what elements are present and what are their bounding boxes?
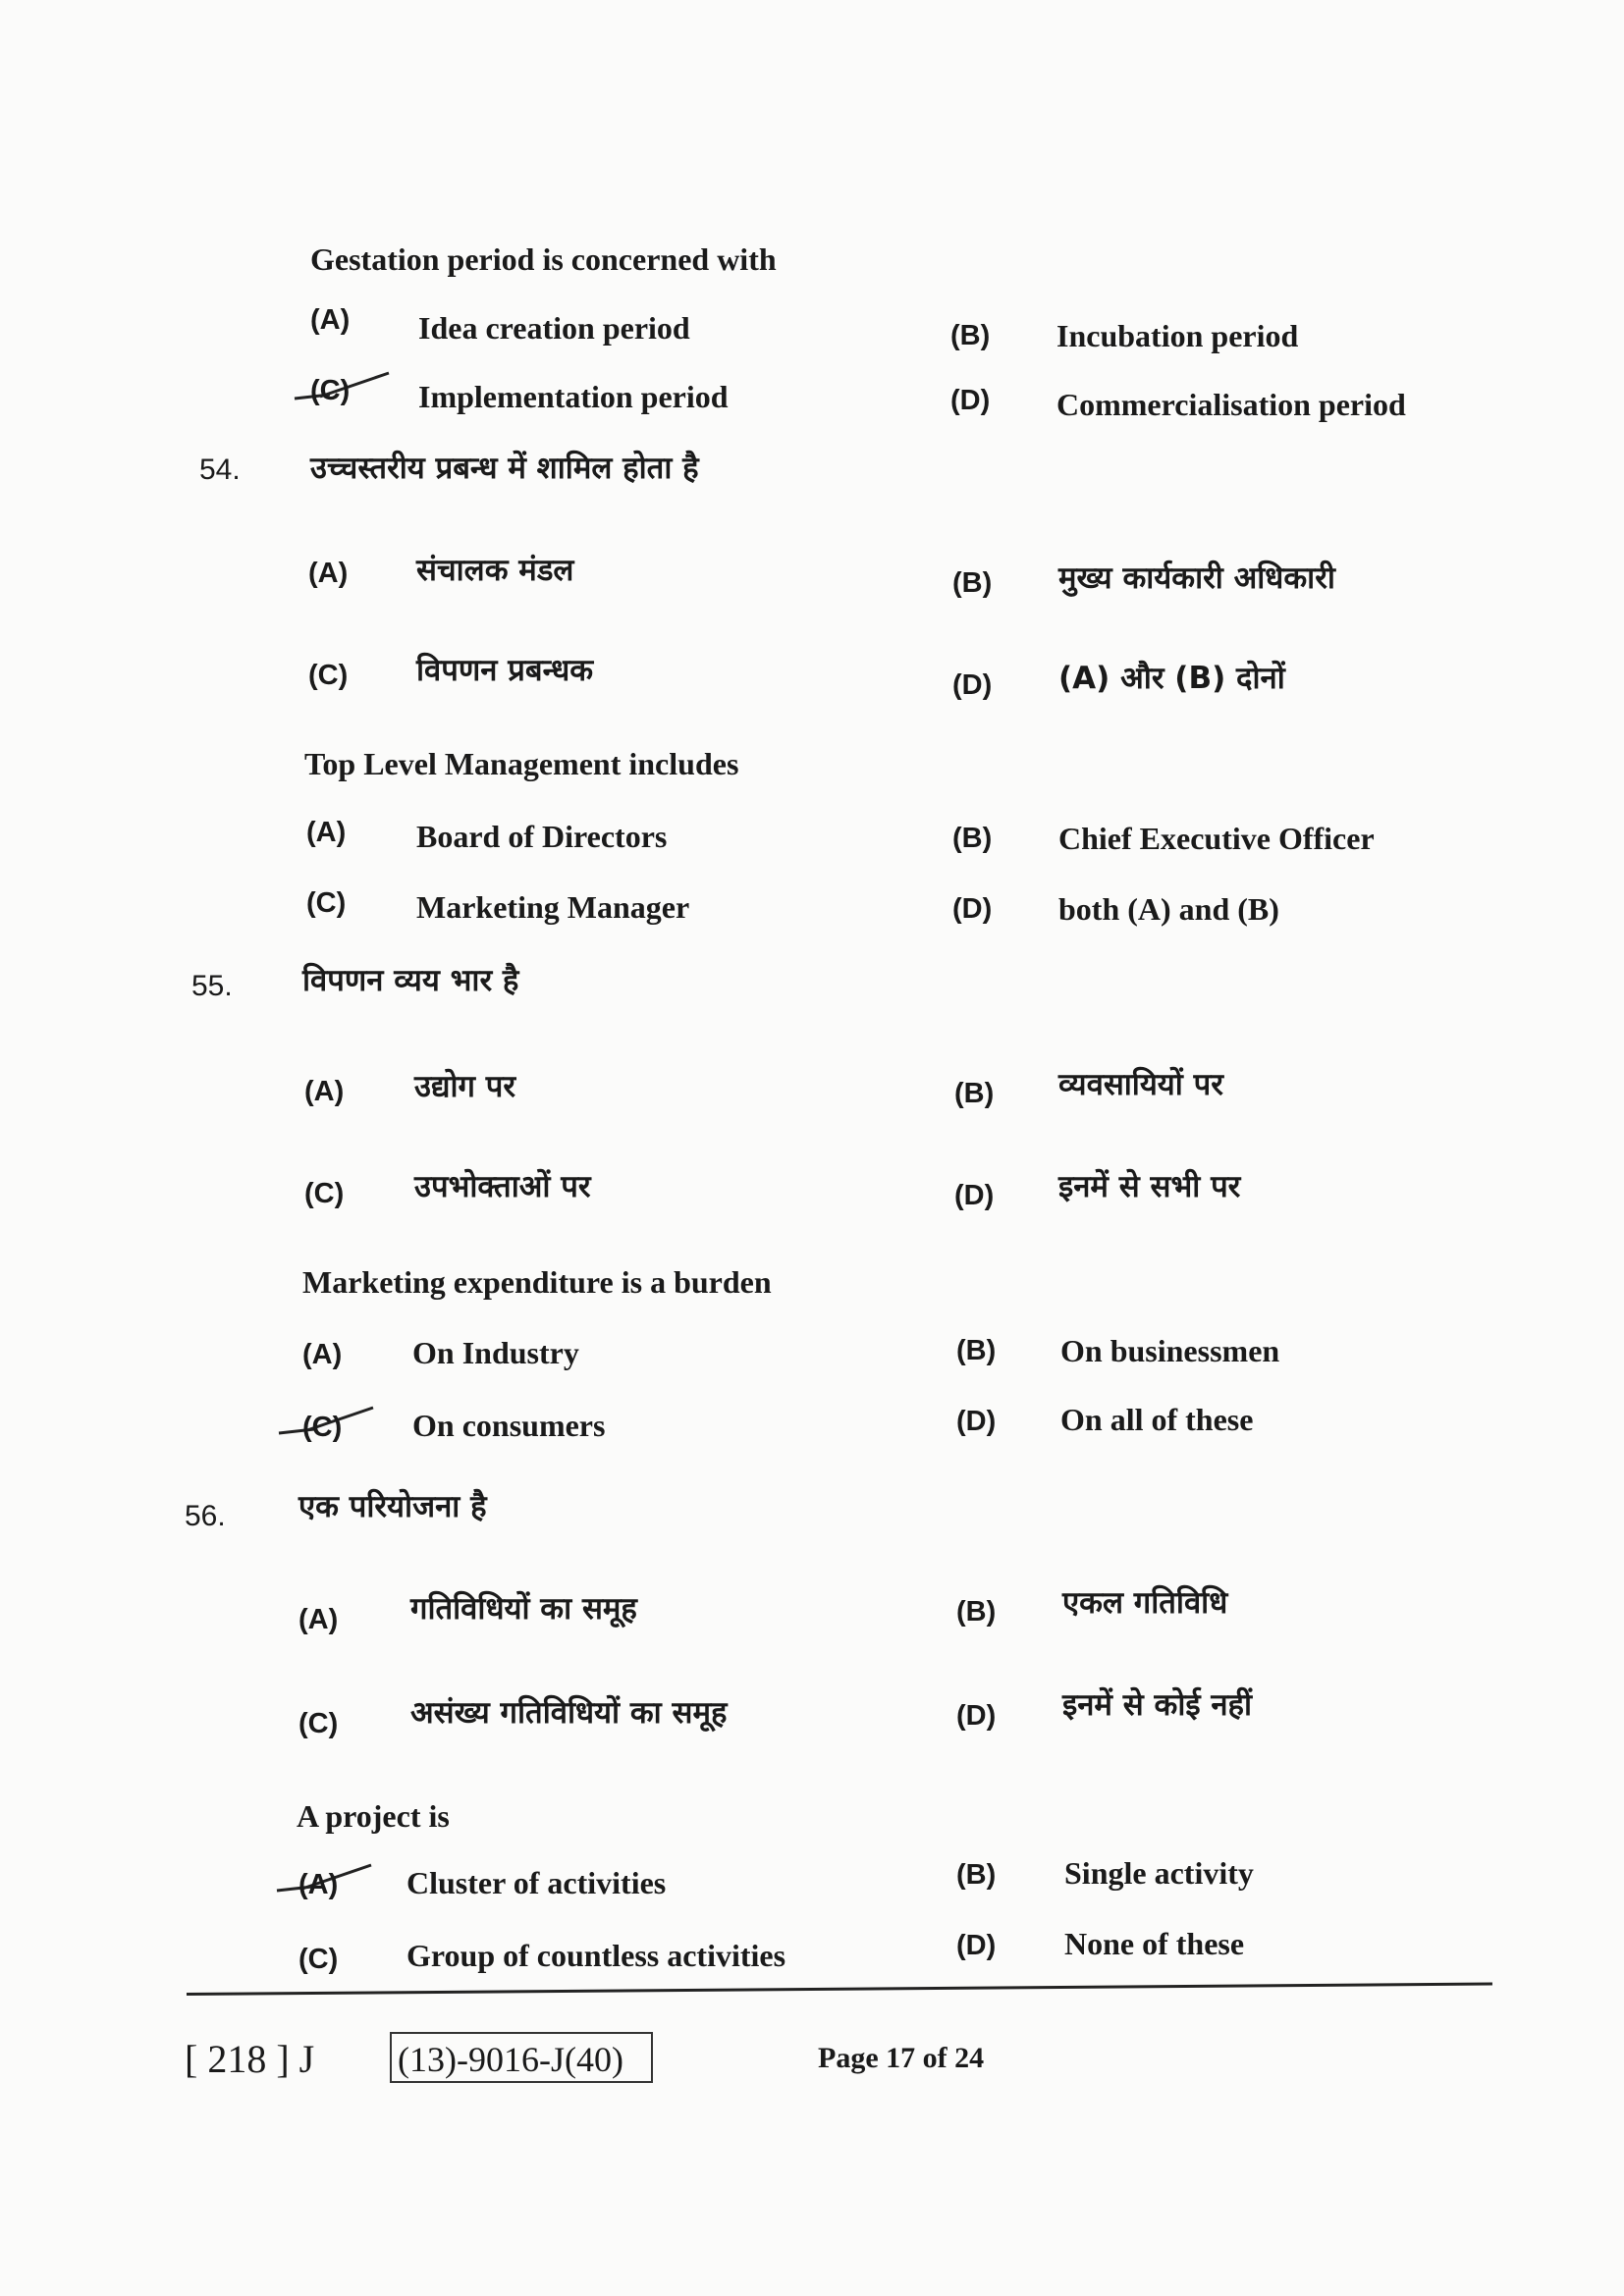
option-d-hindi: इनमें से कोई नहीं (1062, 1687, 1253, 1723)
option-c: Marketing Manager (416, 889, 690, 925)
option-c: Group of countless activities (406, 1938, 786, 1973)
option-c: On consumers (412, 1408, 606, 1443)
footer-divider (187, 1983, 1492, 1996)
option-label-a: (A) (298, 1869, 339, 1900)
option-c-hindi: विपणन प्रबन्धक (416, 653, 594, 688)
option-label-b: (B) (954, 1078, 995, 1109)
option-label-c: (C) (310, 375, 351, 406)
option-label-a: (A) (306, 817, 347, 848)
question-54-english: Top Level Management includes (304, 746, 739, 781)
option-c-hindi: उपभोक्ताओं पर (414, 1169, 591, 1204)
question-53-english: Gestation period is concerned with (310, 241, 777, 277)
question-56-hindi: एक परियोजना है (298, 1489, 487, 1524)
option-a: Board of Directors (416, 819, 668, 854)
option-a-hindi: गतिविधियों का समूह (410, 1591, 637, 1627)
option-b: Chief Executive Officer (1058, 821, 1375, 856)
option-label-d: (D) (954, 1180, 995, 1211)
option-label-a: (A) (308, 558, 349, 589)
option-label-b: (B) (952, 567, 993, 599)
option-label-c: (C) (308, 660, 349, 691)
option-label-a: (A) (298, 1604, 339, 1635)
option-label-b: (B) (952, 823, 993, 854)
footer-code: [ 218 ] J (185, 2037, 315, 2081)
option-label-c: (C) (306, 887, 347, 919)
option-d: On all of these (1060, 1402, 1254, 1437)
option-b: Single activity (1064, 1855, 1254, 1891)
option-label-d: (D) (956, 1406, 997, 1437)
option-label-d: (D) (952, 669, 993, 701)
option-b-hindi: एकल गतिविधि (1062, 1585, 1228, 1621)
option-label-b: (B) (956, 1859, 997, 1891)
option-label-b: (B) (950, 320, 991, 351)
option-a-hindi: उद्योग पर (414, 1069, 516, 1104)
question-55-hindi: विपणन व्यय भार है (302, 963, 519, 998)
option-b-hindi: मुख्य कार्यकारी अधिकारी (1058, 561, 1335, 596)
option-label-a: (A) (302, 1339, 343, 1370)
paper-code: (13)-9016-J(40) (390, 2032, 653, 2083)
option-d-hindi: इनमें से सभी पर (1058, 1169, 1241, 1204)
option-a: Idea creation period (418, 310, 690, 346)
option-label-d: (D) (950, 385, 991, 416)
question-56-english: A project is (297, 1798, 450, 1834)
option-label-a: (A) (310, 304, 351, 336)
option-label-d: (D) (956, 1700, 997, 1732)
option-c-hindi: असंख्य गतिविधियों का समूह (410, 1695, 728, 1731)
option-a: Cluster of activities (406, 1865, 667, 1900)
option-d: both (A) and (B) (1058, 891, 1279, 927)
option-label-d: (D) (952, 893, 993, 925)
option-label-b: (B) (956, 1596, 997, 1628)
question-number: 56. (185, 1500, 226, 1532)
option-label-b: (B) (956, 1335, 997, 1366)
option-d-hindi: (A) और (B) दोनों (1058, 661, 1285, 696)
question-number: 55. (191, 970, 233, 1002)
option-b: On businessmen (1060, 1333, 1280, 1368)
option-b-hindi: व्यवसायियों पर (1058, 1067, 1223, 1102)
option-a: On Industry (412, 1335, 579, 1370)
question-55-english: Marketing expenditure is a burden (302, 1264, 772, 1300)
option-d: None of these (1064, 1926, 1245, 1961)
option-c: Implementation period (418, 379, 729, 414)
option-a-hindi: संचालक मंडल (416, 553, 574, 588)
option-label-c: (C) (298, 1944, 339, 1975)
option-label-c: (C) (302, 1412, 343, 1443)
option-d: Commercialisation period (1056, 387, 1406, 422)
option-label-d: (D) (956, 1930, 997, 1961)
question-number: 54. (199, 454, 241, 486)
option-label-c: (C) (298, 1708, 339, 1739)
option-label-c: (C) (304, 1178, 345, 1209)
option-label-a: (A) (304, 1076, 345, 1107)
page-number: Page 17 of 24 (818, 2042, 985, 2074)
option-b: Incubation period (1056, 318, 1299, 353)
question-54-hindi: उच्चस्तरीय प्रबन्ध में शामिल होता है (310, 451, 699, 486)
